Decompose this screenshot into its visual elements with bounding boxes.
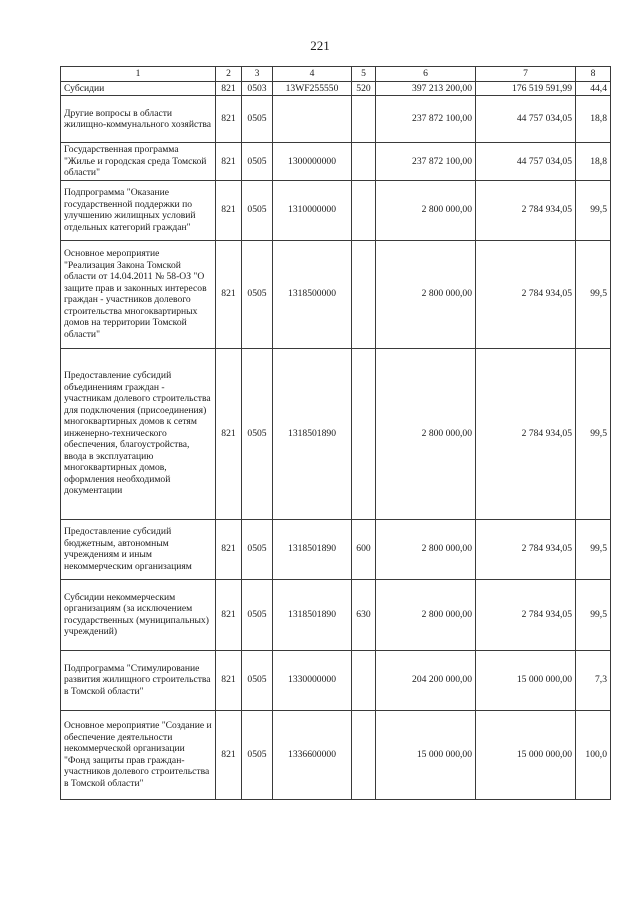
planned-amount: 397 213 200,00 bbox=[376, 81, 476, 96]
row-name: Субсидии bbox=[61, 81, 216, 96]
section-code: 0505 bbox=[242, 519, 273, 579]
target-article-code: 1336600000 bbox=[273, 710, 352, 799]
planned-amount: 2 800 000,00 bbox=[376, 348, 476, 519]
section-code: 0505 bbox=[242, 348, 273, 519]
row-name: Предоставление субсидий объединениям граждан - участникам долевого строительства для подключения (присоединения) многоквартирных домов к сетям инженерно-технического обеспечения, благоустройства, ввода в эксплуатацию многоквартирных домов, оформления необходимой документации bbox=[61, 348, 216, 519]
department-code: 821 bbox=[216, 710, 242, 799]
department-code: 821 bbox=[216, 519, 242, 579]
expense-type-code: 630 bbox=[352, 579, 376, 650]
department-code: 821 bbox=[216, 96, 242, 143]
expense-type-code: 520 bbox=[352, 81, 376, 96]
planned-amount: 2 800 000,00 bbox=[376, 240, 476, 348]
planned-amount: 237 872 100,00 bbox=[376, 96, 476, 143]
expense-type-code bbox=[352, 143, 376, 181]
planned-amount: 2 800 000,00 bbox=[376, 519, 476, 579]
department-code: 821 bbox=[216, 650, 242, 710]
execution-percent: 44,4 bbox=[576, 81, 611, 96]
department-code: 821 bbox=[216, 348, 242, 519]
row-name: Государственная программа "Жилье и городская среда Томской области" bbox=[61, 143, 216, 181]
department-code: 821 bbox=[216, 240, 242, 348]
target-article-code bbox=[273, 96, 352, 143]
planned-amount: 2 800 000,00 bbox=[376, 579, 476, 650]
executed-amount: 44 757 034,05 bbox=[476, 143, 576, 181]
executed-amount: 2 784 934,05 bbox=[476, 240, 576, 348]
column-number: 6 bbox=[376, 67, 476, 82]
column-number: 2 bbox=[216, 67, 242, 82]
table-row bbox=[61, 81, 611, 96]
section-code: 0505 bbox=[242, 240, 273, 348]
column-number: 8 bbox=[576, 67, 611, 82]
section-code: 0505 bbox=[242, 143, 273, 181]
department-code: 821 bbox=[216, 81, 242, 96]
budget-table bbox=[60, 66, 611, 800]
table-row bbox=[61, 519, 611, 579]
executed-amount: 2 784 934,05 bbox=[476, 180, 576, 240]
table-row bbox=[61, 710, 611, 799]
column-number: 1 bbox=[61, 67, 216, 82]
target-article-code: 1318501890 bbox=[273, 348, 352, 519]
row-name: Подпрограмма "Оказание государственной поддержки по улучшению жилищных условий отдельных категорий граждан" bbox=[61, 180, 216, 240]
execution-percent: 18,8 bbox=[576, 96, 611, 143]
department-code: 821 bbox=[216, 143, 242, 181]
executed-amount: 15 000 000,00 bbox=[476, 650, 576, 710]
row-name: Основное мероприятие "Реализация Закона Томской области от 14.04.2011 № 58-ОЗ "О защите прав и законных интересов граждан - участников долевого строительства многоквартирных домов на территории Томской области" bbox=[61, 240, 216, 348]
target-article-code: 1318500000 bbox=[273, 240, 352, 348]
target-article-code: 1318501890 bbox=[273, 579, 352, 650]
row-name: Предоставление субсидий бюджетным, автономным учреждениям и иным некоммерческим организациям bbox=[61, 519, 216, 579]
column-number: 4 bbox=[273, 67, 352, 82]
executed-amount: 176 519 591,99 bbox=[476, 81, 576, 96]
section-code: 0505 bbox=[242, 579, 273, 650]
table-row bbox=[61, 240, 611, 348]
row-name: Подпрограмма "Стимулирование развития жилищного строительства в Томской области" bbox=[61, 650, 216, 710]
executed-amount: 2 784 934,05 bbox=[476, 579, 576, 650]
table-row bbox=[61, 180, 611, 240]
target-article-code: 13WF255550 bbox=[273, 81, 352, 96]
executed-amount: 2 784 934,05 bbox=[476, 348, 576, 519]
table-row bbox=[61, 96, 611, 143]
planned-amount: 237 872 100,00 bbox=[376, 143, 476, 181]
execution-percent: 99,5 bbox=[576, 348, 611, 519]
execution-percent: 100,0 bbox=[576, 710, 611, 799]
execution-percent: 7,3 bbox=[576, 650, 611, 710]
department-code: 821 bbox=[216, 180, 242, 240]
row-name: Основное мероприятие "Создание и обеспечение деятельности некоммерческой организации "Фонд защиты прав граждан-участников долевого строительства в Томской области" bbox=[61, 710, 216, 799]
column-number: 7 bbox=[476, 67, 576, 82]
expense-type-code bbox=[352, 650, 376, 710]
table-row bbox=[61, 650, 611, 710]
expense-type-code bbox=[352, 710, 376, 799]
table-row bbox=[61, 579, 611, 650]
department-code: 821 bbox=[216, 579, 242, 650]
planned-amount: 15 000 000,00 bbox=[376, 710, 476, 799]
planned-amount: 2 800 000,00 bbox=[376, 180, 476, 240]
section-code: 0505 bbox=[242, 180, 273, 240]
section-code: 0505 bbox=[242, 96, 273, 143]
section-code: 0505 bbox=[242, 710, 273, 799]
row-name: Другие вопросы в области жилищно-коммунального хозяйства bbox=[61, 96, 216, 143]
table-row bbox=[61, 348, 611, 519]
target-article-code: 1330000000 bbox=[273, 650, 352, 710]
column-number-row bbox=[61, 67, 611, 82]
page-number: 221 bbox=[310, 38, 330, 53]
executed-amount: 44 757 034,05 bbox=[476, 96, 576, 143]
target-article-code: 1300000000 bbox=[273, 143, 352, 181]
execution-percent: 18,8 bbox=[576, 143, 611, 181]
expense-type-code bbox=[352, 96, 376, 143]
planned-amount: 204 200 000,00 bbox=[376, 650, 476, 710]
column-number: 5 bbox=[352, 67, 376, 82]
table-row bbox=[61, 143, 611, 181]
executed-amount: 2 784 934,05 bbox=[476, 519, 576, 579]
execution-percent: 99,5 bbox=[576, 579, 611, 650]
section-code: 0503 bbox=[242, 81, 273, 96]
execution-percent: 99,5 bbox=[576, 240, 611, 348]
column-number: 3 bbox=[242, 67, 273, 82]
expense-type-code bbox=[352, 348, 376, 519]
row-name: Субсидии некоммерческим организациям (за исключением государственных (муниципальных) учреждений) bbox=[61, 579, 216, 650]
expense-type-code: 600 bbox=[352, 519, 376, 579]
target-article-code: 1310000000 bbox=[273, 180, 352, 240]
section-code: 0505 bbox=[242, 650, 273, 710]
execution-percent: 99,5 bbox=[576, 180, 611, 240]
target-article-code: 1318501890 bbox=[273, 519, 352, 579]
execution-percent: 99,5 bbox=[576, 519, 611, 579]
expense-type-code bbox=[352, 180, 376, 240]
expense-type-code bbox=[352, 240, 376, 348]
executed-amount: 15 000 000,00 bbox=[476, 710, 576, 799]
